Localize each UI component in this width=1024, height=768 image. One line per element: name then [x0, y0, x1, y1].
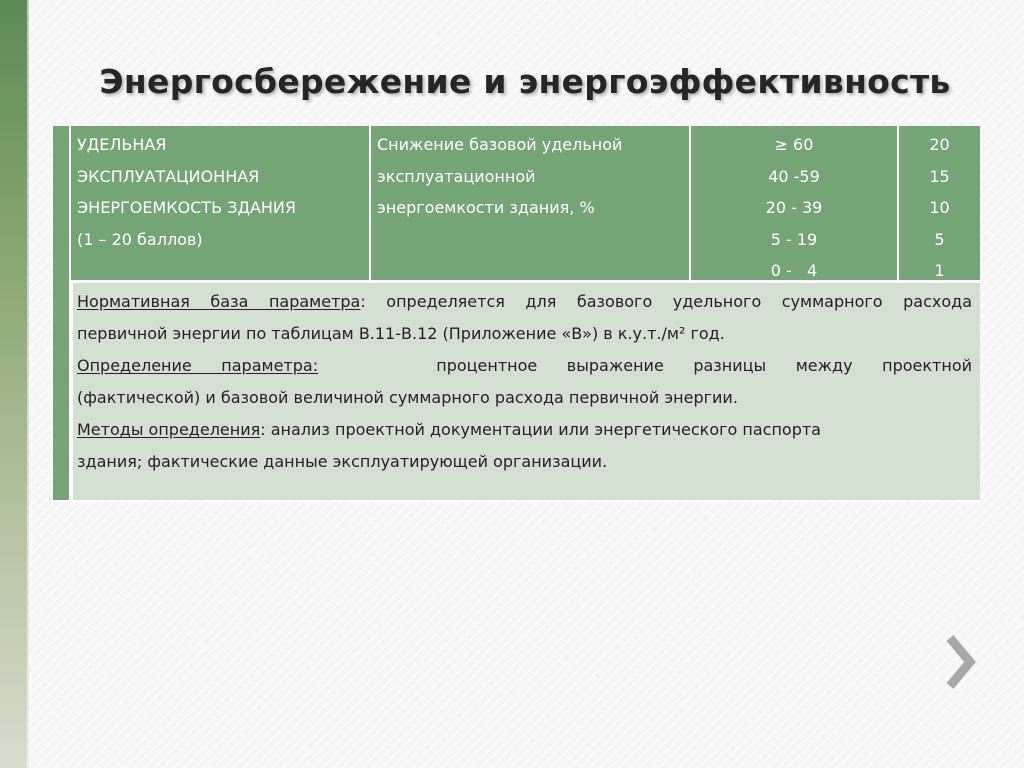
- base-label: Нормативная база параметра: [77, 292, 361, 311]
- criterion-line: ЭКСПЛУАТАЦИОННАЯ: [77, 166, 260, 186]
- ranges-cell: [691, 126, 897, 280]
- criterion-line: (1 – 20 баллов): [77, 229, 203, 249]
- definition-text: процентное выражение разницы между проектной: [436, 356, 972, 375]
- indicator-line: эксплуатационной: [377, 166, 536, 186]
- description-text: [77, 286, 972, 478]
- description-cell: [71, 283, 980, 500]
- base-line-2: первичной энергии по таблицам В.11-В.12 (Приложение «В») в к.у.т./м² год.: [77, 324, 725, 343]
- definition-line-2: (фактической) и базовой величиной суммарного расхода первичной энергии.: [77, 388, 738, 407]
- points-value: 5: [934, 229, 945, 249]
- range-value: 0 - 4: [770, 261, 818, 280]
- left-bar-edge: [27, 0, 29, 768]
- table-header-row: [71, 126, 980, 280]
- points-value: 1: [934, 261, 945, 280]
- methods-line-2: здания; фактические данные эксплуатирующей организации.: [77, 452, 608, 471]
- chevron-right-icon[interactable]: [940, 632, 980, 692]
- points-cell: [899, 126, 980, 280]
- range-value: 20 - 39: [765, 198, 823, 217]
- base-line-1: [77, 286, 972, 318]
- points-value: 10: [929, 198, 950, 217]
- points-value: 20: [929, 135, 950, 154]
- left-decorative-bar: [0, 0, 27, 768]
- criterion-cell: [71, 126, 369, 280]
- methods-text: : анализ проектной документации или энергетического паспорта: [260, 420, 821, 439]
- range-value: 40 -59: [768, 166, 820, 186]
- definition-line-1: [77, 350, 972, 382]
- table-side-strip: [52, 126, 70, 500]
- range-value: 5 - 19: [770, 229, 818, 249]
- indicator-cell: [371, 126, 689, 280]
- methods-line-1: [77, 414, 972, 446]
- definition-label: Определение параметра:: [77, 356, 319, 375]
- criterion-line: УДЕЛЬНАЯ: [77, 135, 167, 154]
- indicator-line: энергоемкости здания, %: [377, 198, 595, 217]
- points-value: 15: [929, 166, 950, 186]
- description-left-border: [71, 283, 73, 500]
- range-value: ≥ 60: [774, 135, 814, 154]
- methods-label: Методы определения: [77, 420, 261, 439]
- indicator-line: Снижение базовой удельной: [377, 135, 623, 154]
- slide-title: Энергосбережение и энергоэффективность: [99, 62, 951, 101]
- criterion-line: ЭНЕРГОЕМКОСТЬ ЗДАНИЯ: [77, 198, 297, 217]
- base-text: : определяется для базового удельного суммарного расхода: [360, 292, 972, 311]
